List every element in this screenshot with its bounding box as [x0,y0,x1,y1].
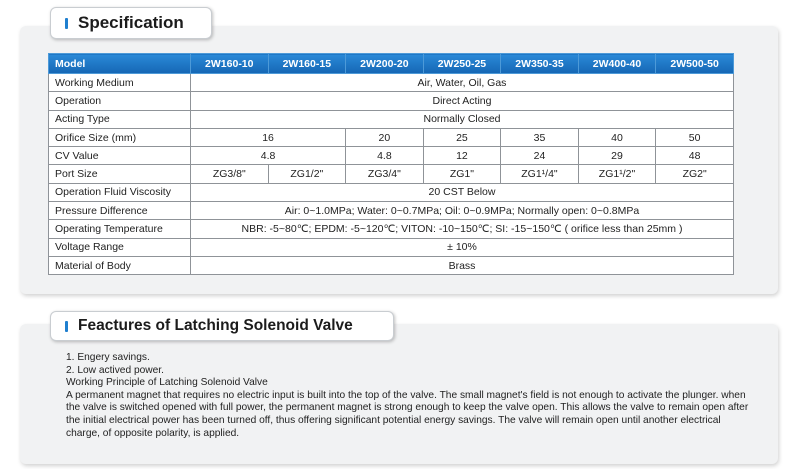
model-column-7: 2W500-50 [656,54,734,74]
table-header-row [49,54,734,74]
table-row [49,238,734,256]
orifice-size-cell: 40 [578,128,656,146]
row-label-orifice-size: Orifice Size (mm) [49,128,191,146]
model-header: Model [49,54,191,74]
specification-table [48,53,734,275]
row-label-port-size: Port Size [49,165,191,183]
orifice-size-cell: 16 [191,128,346,146]
cv-value-cell: 4.8 [346,147,424,165]
table-row [49,220,734,238]
operation-value: Direct Acting [191,92,734,110]
viscosity-value: 20 CST Below [191,183,734,201]
model-column-3: 2W200-20 [346,54,424,74]
acting-type-value: Normally Closed [191,110,734,128]
port-size-cell: ZG3/4" [346,165,424,183]
port-size-cell: ZG1¹/2" [578,165,656,183]
row-label-operating-temperature: Operating Temperature [49,220,191,238]
cv-value-cell: 4.8 [191,147,346,165]
orifice-size-cell: 50 [656,128,734,146]
model-column-4: 2W250-25 [423,54,501,74]
features-heading: Feactures of Latching Solenoid Valve [78,317,353,334]
model-column-6: 2W400-40 [578,54,656,74]
cv-value-cell: 48 [656,147,734,165]
working-principle-title: Working Principle of Latching Solenoid Valve [66,377,268,389]
table-row [49,256,734,274]
table-row [49,74,734,92]
cv-value-cell: 24 [501,147,579,165]
working-medium-value: Air, Water, Oil, Gas [191,74,734,92]
table-row [49,147,734,165]
port-size-cell: ZG2" [656,165,734,183]
cv-value-cell: 12 [423,147,501,165]
features-text [66,352,754,440]
table-row [49,110,734,128]
features-tab [50,311,394,341]
orifice-size-cell: 35 [501,128,579,146]
port-size-cell: ZG1/2" [268,165,346,183]
material-of-body-value: Brass [191,256,734,274]
row-label-acting-type: Acting Type [49,110,191,128]
operating-temperature-value: NBR: -5~80℃; EPDM: -5~120℃; VITON: -10~150℃; SI: -15~150℃ ( orifice less than 25mm ) [191,220,734,238]
table-row [49,165,734,183]
table-row [49,202,734,220]
port-size-cell: ZG1" [423,165,501,183]
model-column-1: 2W160-10 [191,54,269,74]
orifice-size-cell: 25 [423,128,501,146]
table-row [49,183,734,201]
specification-heading: Specification [78,13,184,32]
port-size-cell: ZG1¹/4" [501,165,579,183]
accent-bar-icon [65,321,68,332]
voltage-range-value: ± 10% [191,238,734,256]
row-label-cv-value: CV Value [49,147,191,165]
feature-item: 2. Low actived power. [66,364,164,376]
row-label-working-medium: Working Medium [49,74,191,92]
working-principle-paragraph: A permanent magnet that requires no electric input is built into the top of the valve. The small magnet's field is not enough to activate the plunger. when the valve is switched opened with full power, the permanent magnet is strong enough to keep the valve open. This allows the valve to remain open after the initial electrical power has been turned off, thus offering significant potential energy savings. The valve will remain open until another electrical charge, of opposite polarity, is applied. [66,389,749,439]
cv-value-cell: 29 [578,147,656,165]
pressure-difference-value: Air: 0~1.0MPa; Water: 0~0.7MPa; Oil: 0~0.9MPa; Normally open: 0~0.8MPa [191,202,734,220]
port-size-cell: ZG3/8" [191,165,269,183]
row-label-material-of-body: Material of Body [49,256,191,274]
table-row [49,128,734,146]
accent-bar-icon [65,18,68,29]
row-label-viscosity: Operation Fluid Viscosity [49,183,191,201]
model-column-5: 2W350-35 [501,54,579,74]
row-label-voltage-range: Voltage Range [49,238,191,256]
table-row [49,92,734,110]
model-column-2: 2W160-15 [268,54,346,74]
specification-tab [50,7,212,39]
row-label-operation: Operation [49,92,191,110]
row-label-pressure-difference: Pressure Difference [49,202,191,220]
orifice-size-cell: 20 [346,128,424,146]
feature-item: 1. Engery savings. [66,352,150,363]
